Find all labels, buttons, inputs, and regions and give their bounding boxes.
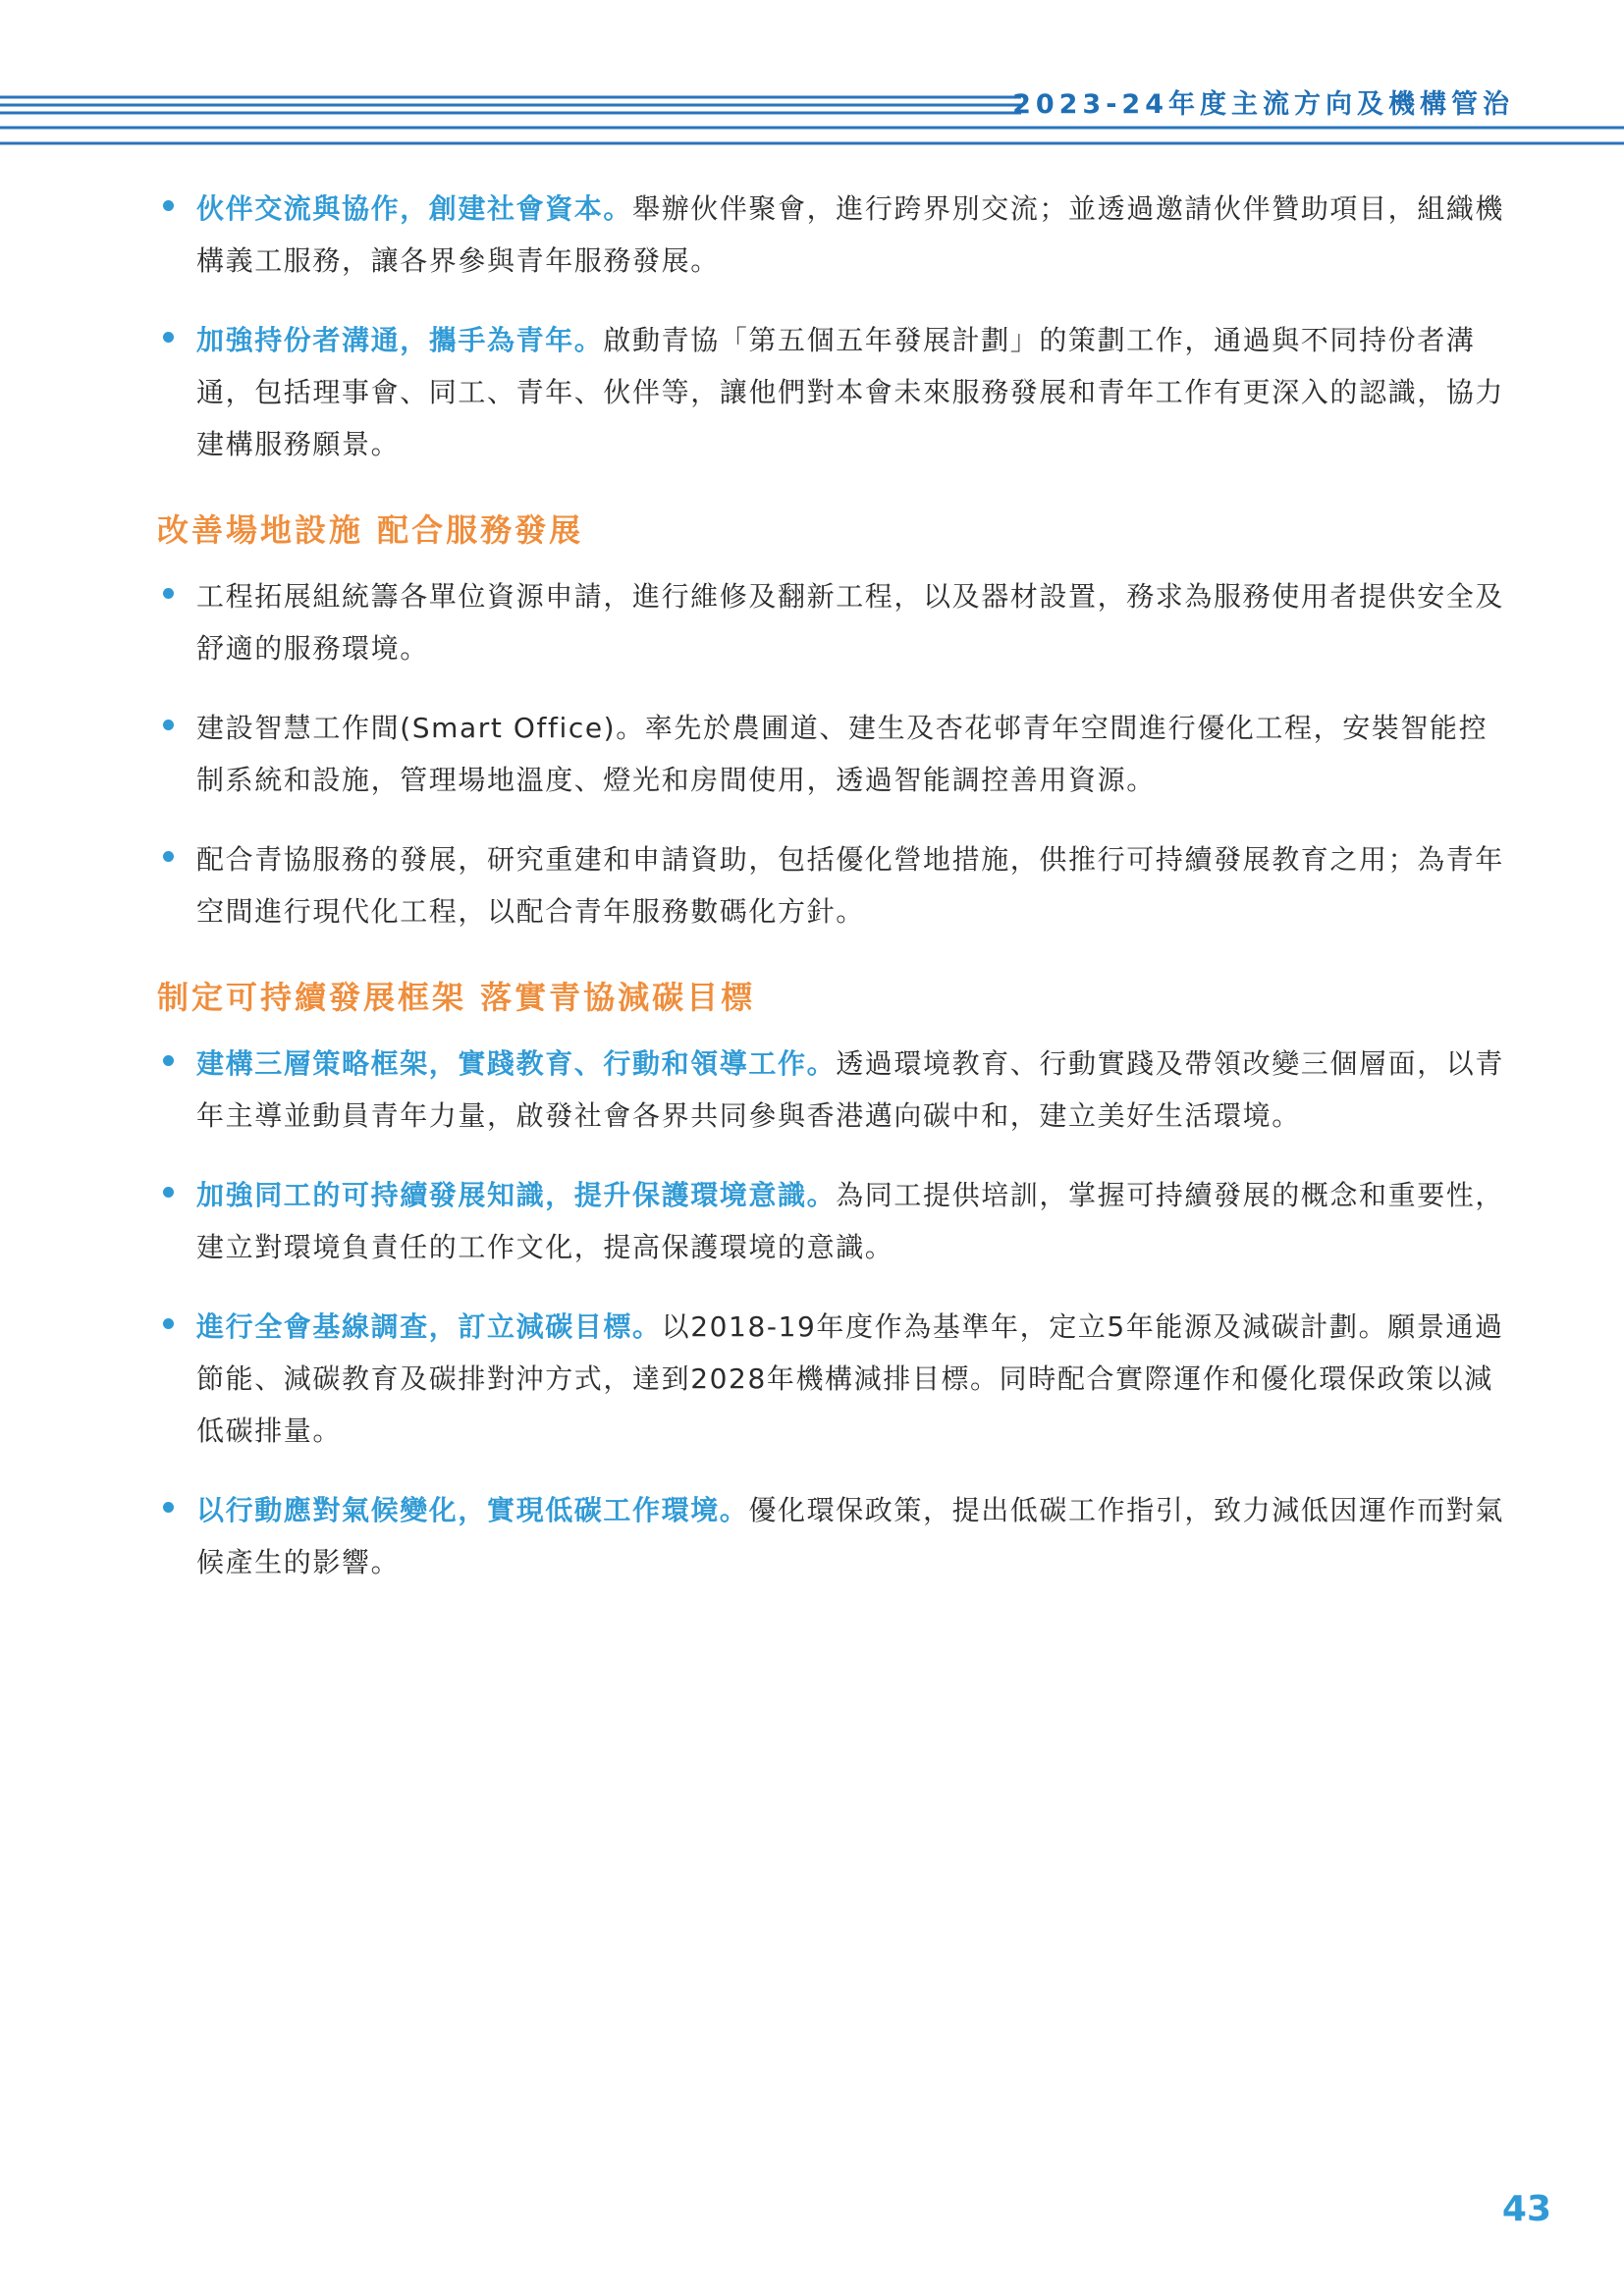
list-item [157,183,1512,287]
item-body: 啟動青協「第五個五年發展計劃」的策劃工作，通過與不同持份者溝通，包括理事會、同工、青年、伙伴等，讓他們對本會未來服務發展和青年工作有更深入的認識，協力建構服務願景。 [196,324,1505,460]
item-lead: 加強同工的可持續發展知識，提升保護環境意識。 [196,1179,837,1211]
header-rules [0,0,1624,157]
list-item [157,1484,1512,1588]
main-content [157,183,1512,1616]
item-body: 優化環保政策，提出低碳工作指引，致力減低因運作而對氣候產生的影響。 [196,1494,1505,1578]
item-lead: 進行全會基線調查，訂立減碳目標。 [196,1310,662,1343]
list-item [157,1038,1512,1142]
item-body: 以2018-19年度作為基準年，定立5年能源及減碳計劃。願景通過節能、減碳教育及碳排對沖方式，達到2028年機構減排目標。同時配合實際運作和優化環保政策以減低碳排量。 [196,1310,1504,1447]
bullet-icon [163,1502,174,1513]
section-heading: 改善場地設施 配合服務發展 [157,511,584,549]
page-number: 43 [1501,2189,1551,2229]
bullet-icon [163,588,174,599]
list-item [157,833,1512,937]
item-body: 舉辦伙伴聚會，進行跨界別交流；並透過邀請伙伴贊助項目，組織機構義工服務，讓各界參與青年服務發展。 [196,192,1505,277]
bullet-icon [163,720,174,730]
item-body: 建設智慧工作間(Smart Office)。率先於農圃道、建生及杏花邨青年空間進行優化工程，安裝智能控制系統和設施，管理場地溫度、燈光和房間使用，透過智能調控善用資源。 [196,712,1489,796]
bullet-icon [163,1318,174,1329]
item-lead: 加強持份者溝通，攜手為青年。 [196,324,604,356]
list-item [157,1169,1512,1273]
header-title: 2023-24年度主流方向及機構管治 [1012,89,1514,120]
bullet-icon [163,200,174,211]
bullet-icon [163,1187,174,1198]
item-body: 工程拓展組統籌各單位資源申請，進行維修及翻新工程，以及器材設置，務求為服務使用者提供安全及舒適的服務環境。 [196,580,1505,665]
item-body: 透過環境教育、行動實踐及帶領改變三個層面，以青年主導並動員青年力量，啟發社會各界共同參與香港邁向碳中和，建立美好生活環境。 [196,1047,1505,1132]
list-item [157,570,1512,674]
item-body: 配合青協服務的發展，研究重建和申請資助，包括優化營地措施，供推行可持續發展教育之用；為青年空間進行現代化工程，以配合青年服務數碼化方針。 [196,843,1505,928]
bullet-icon [163,332,174,343]
list-item [157,1301,1512,1457]
item-lead: 以行動應對氣候變化，實現低碳工作環境。 [196,1494,749,1526]
item-lead: 伙伴交流與協作，創建社會資本。 [196,192,633,225]
page-header [0,0,1624,157]
item-lead: 建構三層策略框架，實踐教育、行動和領導工作。 [196,1047,837,1080]
bullet-icon [163,1055,174,1066]
bullet-icon [163,851,174,862]
list-item [157,702,1512,806]
list-item [157,314,1512,470]
section-heading: 制定可持續發展框架 落實青協減碳目標 [157,979,756,1016]
item-body: 為同工提供培訓，掌握可持續發展的概念和重要性，建立對環境負責任的工作文化，提高保護環境的意識。 [196,1179,1505,1263]
